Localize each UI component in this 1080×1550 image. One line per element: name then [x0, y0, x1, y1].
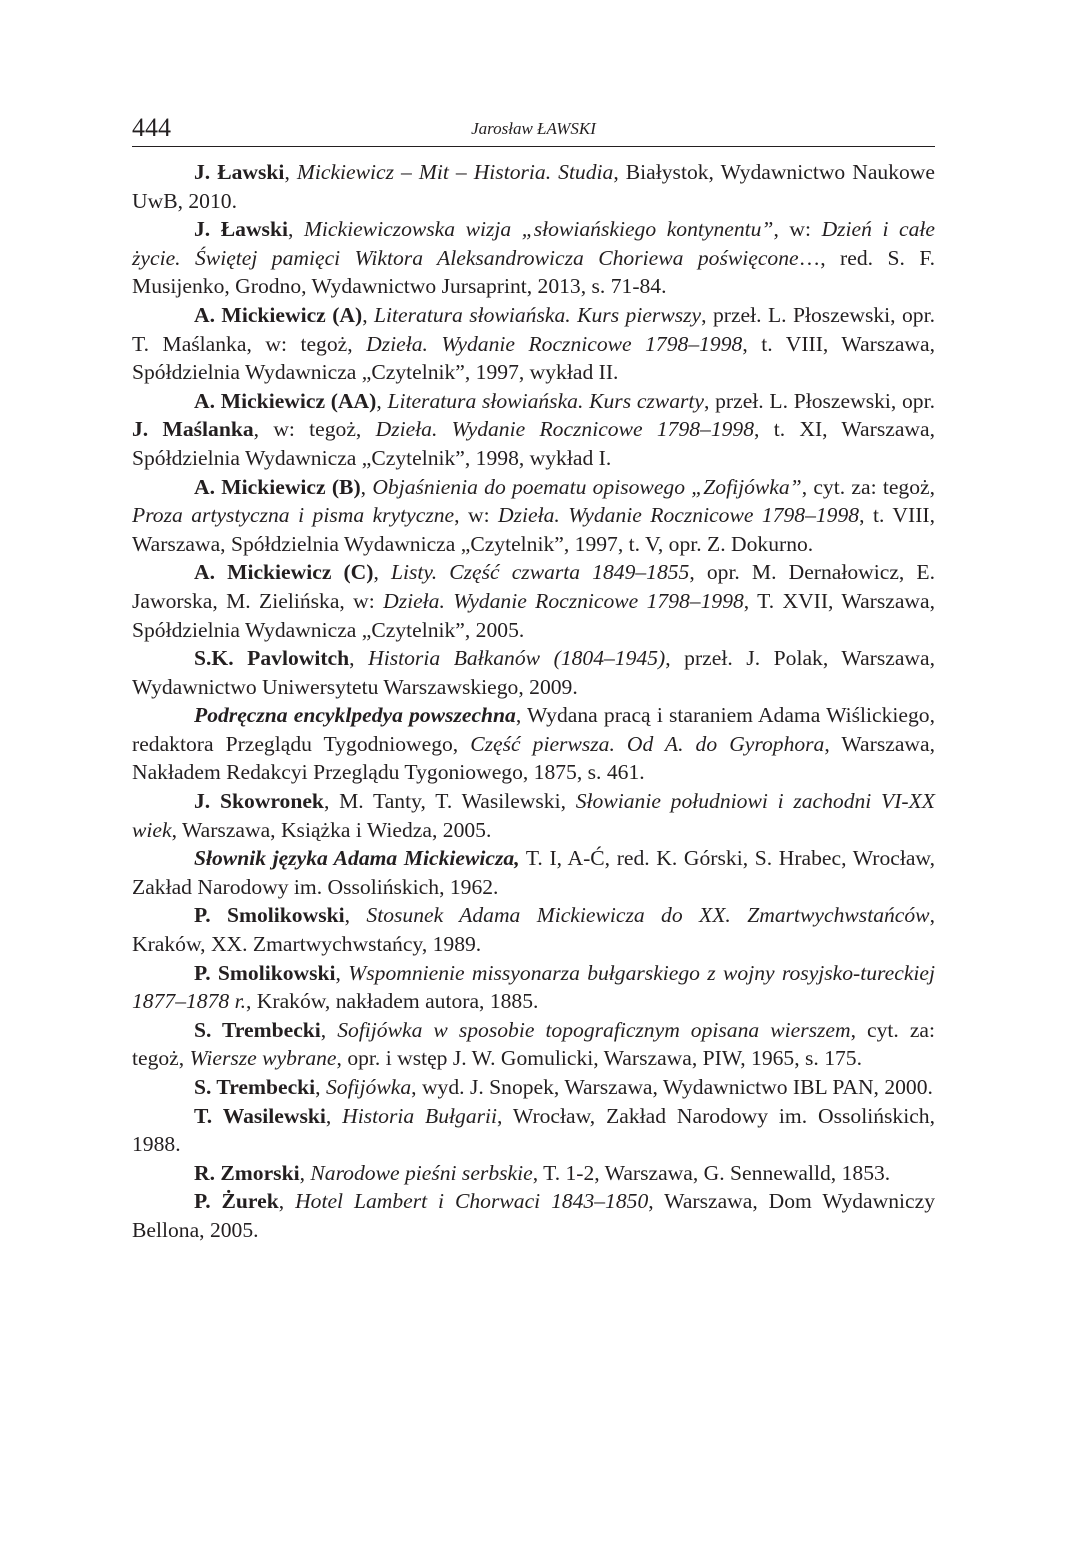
entry-author: P. Smolikowski	[194, 903, 345, 928]
entry-title: Hotel Lambert i Chorwaci 1843–1850	[295, 1189, 649, 1214]
entry-author: J. Ławski	[194, 217, 288, 242]
entry-text: ,	[344, 903, 367, 928]
entry-text: …, red. S. F. Musijenko, Grodno, Wydawnictwo Jursaprint, 2013, s. 71-84.	[132, 245, 935, 299]
entry-text: , t. XI, Warszawa, Spółdzielnia Wydawnicza „Czytelnik”, 1998, wykład I.	[132, 417, 935, 470]
entry-text: , w:	[454, 503, 499, 528]
entry-text: T. I, A-Ć, red. K. Górski, S. Hrabec, Wrocław, Zakład Narodowy im. Ossolińskich, 1962.	[132, 846, 935, 899]
bibliography-entry	[132, 473, 935, 559]
entry-title: Listy. Część czwarta 1849–1855	[390, 560, 690, 585]
entry-text: , w:	[773, 217, 822, 242]
bibliography-entry	[132, 787, 935, 844]
entry-author: P. Smolikowski	[194, 960, 336, 985]
entry-text: , Wydana pracą i staraniem Adama Wiślickiego, redaktora Przeglądu Tygodniowego,	[132, 703, 935, 756]
entry-title-bold: Podręczna encyklpedya powszechna	[194, 703, 516, 728]
entry-text: , opr. i wstęp J. W. Gomulicki, Warszawa, PIW, 1965, s. 175.	[336, 1046, 862, 1071]
bibliography-entry	[132, 158, 935, 215]
entry-text: , przeł. L. Płoszewski, opr.	[704, 388, 936, 413]
entry-title: Dzieła. Wydanie Rocznicowe 1798–1998	[383, 588, 744, 613]
bibliography-entry	[132, 959, 935, 1016]
entry-author: A. Mickiewicz (A)	[194, 302, 363, 327]
entry-text: ,	[349, 646, 369, 671]
entry-text: ,	[320, 1017, 338, 1042]
entry-text: , cyt. za: tegoż,	[801, 474, 935, 499]
entry-text: , Warszawa, Dom Wydawniczy Bellona, 2005.	[132, 1189, 936, 1242]
entry-title-bold: Słownik języka Adama Mickiewicza,	[194, 846, 520, 871]
entry-title: Słowianie południowi i zachodni VI-XX wiek	[132, 789, 935, 842]
entry-text: , przeł. L. Płoszewski, opr. T. Maślanka, w: tegoż,	[132, 302, 936, 356]
entry-text: , Warszawa, Książka i Wiedza, 2005.	[171, 817, 492, 842]
entry-title: Objaśnienia do poematu opisowego „Zofijówka”	[372, 474, 802, 499]
entry-text: ,	[315, 1075, 326, 1099]
page-number: 444	[132, 113, 171, 142]
entry-text: ,	[299, 1160, 311, 1185]
entry-text: , T. 1-2, Warszawa, G. Sennewalld, 1853.	[532, 1160, 891, 1185]
entry-text: , opr. M. Dernałowicz, E. Jaworska, M. Zielińska, w:	[132, 560, 935, 613]
bibliography-entry	[132, 215, 935, 301]
entry-title: Literatura słowiańska. Kurs pierwszy	[374, 302, 702, 327]
entry-title: Sofijówka w sposobie topograficznym opisana wierszem	[337, 1017, 851, 1042]
bibliography-entry	[132, 387, 935, 473]
entry-title: Wspomnienie missyonarza bułgarskiego z wojny rosyjsko-tureckiej 1877–1878 r.	[132, 960, 935, 1014]
entry-author: S.K. Pavlowitch	[194, 646, 350, 671]
entry-title: Dzieła. Wydanie Rocznicowe 1798–1998	[375, 417, 755, 442]
entry-title: Sofijówka	[325, 1075, 412, 1099]
entry-author: J. Ławski	[194, 160, 285, 184]
entry-title: Mickiewiczowska wizja „słowiańskiego kontynentu”	[303, 217, 774, 242]
entry-text: , M. Tanty, T. Wasilewski,	[323, 789, 576, 814]
entry-title: Mickiewicz – Mit – Historia. Studia	[296, 160, 614, 184]
entry-title: Dzieła. Wydanie Rocznicowe 1798–1998	[366, 331, 743, 356]
page-header	[132, 112, 935, 147]
bibliography-entry	[132, 1102, 935, 1159]
bibliography-entry	[132, 1187, 935, 1244]
entry-author: A. Mickiewicz (C)	[194, 560, 374, 585]
entry-title: Historia Bałkanów (1804–1945)	[368, 646, 666, 671]
entry-text: ,	[325, 1103, 343, 1128]
entry-title: Historia Bułgarii	[342, 1103, 498, 1128]
entry-author: S. Trembecki	[194, 1075, 316, 1099]
entry-text: , Kraków, nakładem autora, 1885.	[245, 989, 539, 1014]
entry-text: ,	[278, 1189, 296, 1214]
entry-text: , przeł. J. Polak, Warszawa, Wydawnictwo Uniwersytetu Warszawskiego, 2009.	[132, 646, 936, 699]
entry-title: Dzieła. Wydanie Rocznicowe 1798–1998	[498, 503, 860, 528]
entry-text: , t. VIII, Warszawa, Spółdzielnia Wydawnicza „Czytelnik”, 1997, wykład II.	[132, 331, 935, 385]
entry-author: R. Zmorski	[194, 1160, 300, 1185]
entry-author: A. Mickiewicz (AA)	[194, 388, 377, 413]
entry-title: Wiersze wybrane	[189, 1046, 337, 1071]
entry-text: , T. XVII, Warszawa, Spółdzielnia Wydawnicza „Czytelnik”, 2005.	[132, 588, 935, 642]
bibliography-list	[132, 158, 935, 1245]
entry-text: ,	[376, 388, 388, 413]
entry-text: ,	[373, 560, 391, 585]
entry-author: J. Skowronek	[194, 789, 324, 814]
entry-title: Literatura słowiańska. Kurs czwarty	[387, 388, 704, 413]
bibliography-entry	[132, 844, 935, 901]
running-head: Jarosław ŁAWSKI	[471, 119, 596, 138]
entry-text: , Kraków, XX. Zmartwychwstańcy, 1989.	[132, 903, 935, 957]
entry-text: , Wrocław, Zakład Narodowy im. Ossolińskich, 1988.	[132, 1103, 935, 1157]
entry-author: A. Mickiewicz (B)	[194, 474, 361, 499]
entry-text: ,	[362, 302, 375, 327]
entry-title: Część pierwsza. Od A. do Gyrophora	[470, 731, 825, 756]
bibliography-entry	[132, 558, 935, 644]
bibliography-entry	[132, 901, 935, 958]
entry-author: J. Maślanka	[132, 417, 254, 442]
entry-text: , wyd. J. Snopek, Warszawa, Wydawnictwo IBL PAN, 2000.	[411, 1075, 933, 1099]
entry-title: Stosunek Adama Mickiewicza do XX. Zmartwychwstańców	[366, 903, 930, 928]
bibliography-entry	[132, 1159, 935, 1188]
bibliography-entry	[132, 1016, 935, 1073]
entry-author: S. Trembecki	[194, 1017, 321, 1042]
bibliography-entry	[132, 1073, 935, 1102]
entry-text: ,	[287, 217, 304, 242]
entry-author: T. Wasilewski	[194, 1103, 326, 1128]
entry-text: , w: tegoż,	[253, 417, 376, 442]
entry-text: , cyt. za: tegoż,	[132, 1017, 935, 1071]
entry-text: ,	[360, 474, 373, 499]
entry-title: Narodowe pieśni serbskie	[310, 1160, 533, 1185]
entry-title: Dzień i całe życie. Świętej pamięci Wiktora Aleksandrowicza Choriewa poświęcone	[132, 217, 936, 270]
entry-text: ,	[284, 160, 297, 184]
entry-text: , Białystok, Wydawnictwo Naukowe UwB, 2010.	[132, 160, 935, 213]
entry-title: Proza artystyczna i pisma krytyczne	[132, 503, 455, 528]
entry-text: , Warszawa, Nakładem Redakcyi Przeglądu Tygoniowego, 1875, s. 461.	[132, 731, 935, 785]
bibliography-entry	[132, 701, 935, 787]
entry-text: ,	[335, 960, 349, 985]
bibliography-entry	[132, 644, 935, 701]
entry-text: , t. VIII, Warszawa, Spółdzielnia Wydawnicza „Czytelnik”, 1997, t. V, opr. Z. Dokurno.	[132, 503, 935, 556]
entry-author: P. Żurek	[194, 1189, 279, 1214]
bibliography-entry	[132, 301, 935, 387]
